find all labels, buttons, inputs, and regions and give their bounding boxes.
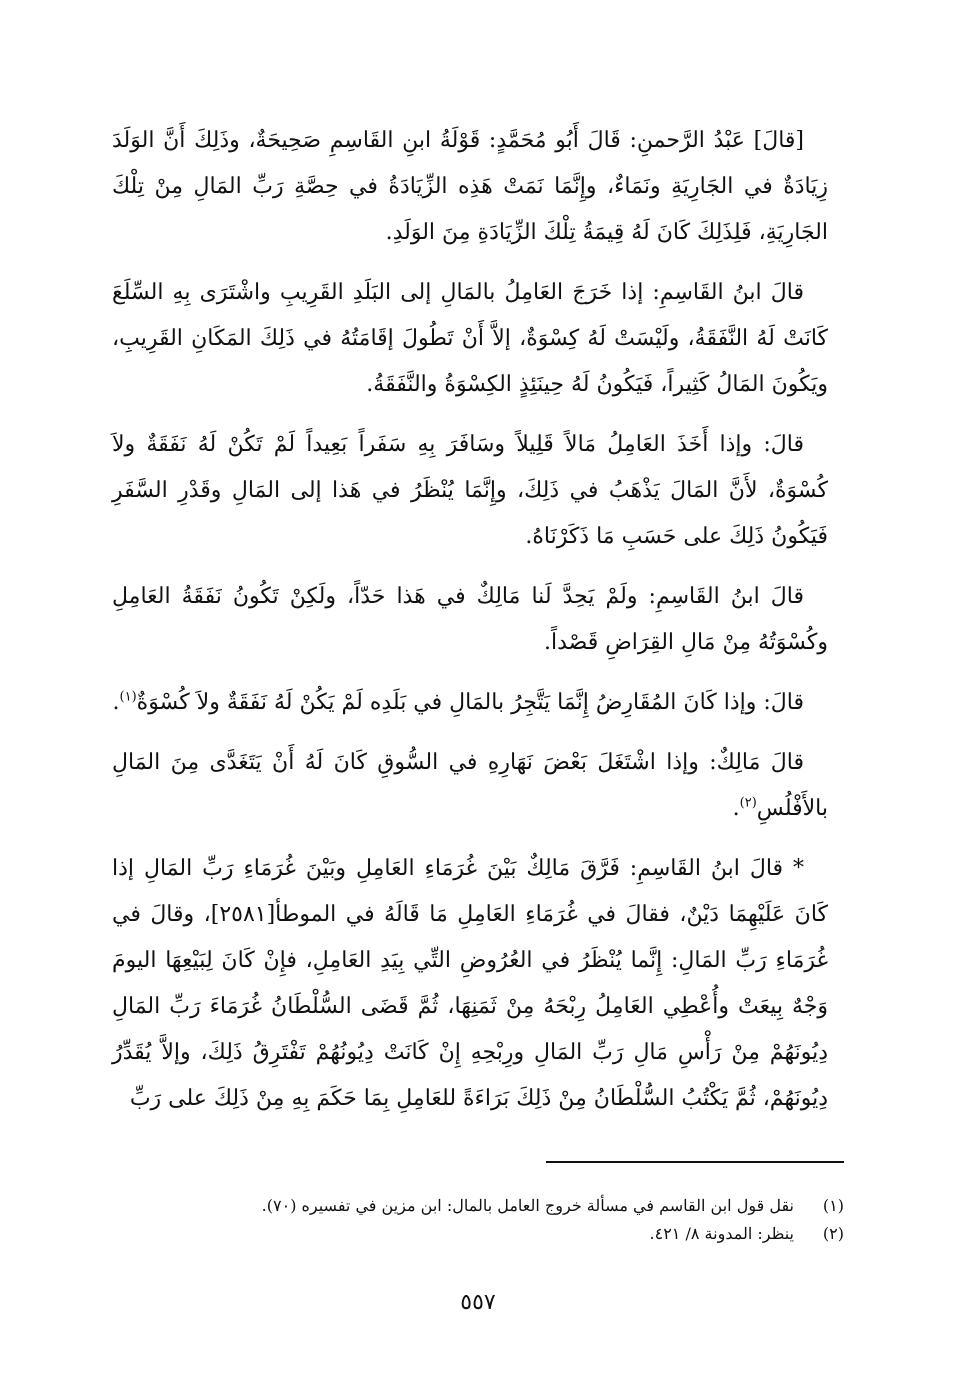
main-text [112,118,828,1136]
paragraph-2 [112,270,828,408]
paragraph-text: قالَ ابنُ القَاسِمِ: ولَمْ يَحِدَّ لَنا مَالِكٌ في هَذا حَدّاً، ولَكِنْ تَكُونُ نَفَقَةُ العَامِلِ وكُسْوَتُهُ مِنْ مَالِ القِرَاضِ قَصْداً. [112,584,828,655]
paragraph-1 [112,118,828,256]
footnote-1 [112,1192,844,1220]
paragraph-3 [112,422,828,560]
paragraph-5 [112,680,828,726]
footnote-2 [112,1220,844,1248]
page-number: ٥٥٧ [460,1290,496,1315]
footnote-text: ينظر: المدونة ٨/ ٤٢١. [649,1224,794,1243]
footnote-number: (٢) [822,1224,844,1243]
footnote-divider [546,1161,844,1163]
paragraph-tail: . [112,690,120,715]
footnote-marker[interactable]: (٢) [739,795,757,811]
paragraph-text: قالَ مَالِكٌ: وإذا اشْتَغَلَ بَعْضَ نَهَارِهِ في السُّوقِ كَانَ لَهُ أَنْ يَتَغَدَّى مِنَ المَالِ بالأَفْلُسِ [112,750,828,821]
paragraph-text: قالَ: وإذا أَخَذَ العَامِلُ مَالاً قَلِيلاً وسَافَرَ بِهِ سَفَراً بَعِيداً لَمْ تَكُنْ لَهُ نَفَقَةٌ ولاَ كُسْوَةٌ، لأَنَّ المَالَ يَذْهَبُ في ذَلِكَ، وإِنَّمَا يُنْظَرُ في هَذا إلى المَالِ وقَدْرِ السَّفَرِ فَيَكُونُ ذَلِكَ على حَسَبِ مَا ذَكَرْنَاهُ. [112,432,828,549]
paragraph-text: [قالَ] عَبْدُ الرَّحمنِ: قَالَ أَبُو مُحَمَّدٍ: قَوْلَةُ ابنِ القَاسِمِ صَحِيحَةٌ، وذَلِكَ أَنَّ الوَلَدَ زِيَادَةٌ في الجَارِيَةِ ونَمَاءٌ، وإِنَّمَا نَمَتْ هَذِه الزِّيَادَةُ في حِصَّةِ رَبِّ المَالِ مِنْ تِلْكَ الجَارِيَةِ، فَلِذَلِكَ كَانَ لَهُ قِيمَةُ تِلْكَ الزِّيَادَةِ مِنَ الوَلَدِ. [112,128,828,245]
paragraph-4 [112,574,828,666]
paragraph-6 [112,740,828,832]
paragraph-text: قالَ ابنُ القَاسِمِ: إذا خَرَجَ العَامِلُ بالمَالِ إلى البَلَدِ القَرِيبِ واشْتَرَى بِهِ السِّلَعَ كَانَتْ لَهُ النَّفَقَةُ، ولَيْسَتْ لَهُ كِسْوَةٌ، إلاَّ أَنْ تَطُولَ إقَامَتُهُ في ذَلِكَ المَكَانِ القَرِيبِ، ويَكُونَ المَالُ كَثِيراً، فَيَكُونُ لَهُ حِينَئِذٍ الكِسْوَةُ والنَّفَقَةُ. [112,280,829,397]
footnote-number: (١) [822,1196,844,1215]
footnote-marker[interactable]: (١) [119,689,137,705]
paragraph-text: قالَ: وإذا كَانَ المُقَارِضُ إِنَّمَا يَتَّجِرُ بالمَالِ في بَلَدِه لَمْ يَكُنْ لَهُ نَفَقَةٌ ولاَ كُسْوَةٌ [136,690,804,715]
footnotes [112,1192,844,1248]
paragraph-text: * قالَ ابنُ القَاسِمِ: فَرَّقَ مَالِكٌ بَيْنَ غُرَمَاءِ العَامِلِ وبَيْنَ غُرَمَاءِ رَبِّ المَالِ إذا كَانَ عَلَيْهِمَا دَيْنٌ، فقالَ في غُرَمَاءِ العَامِلِ مَا قَالَهُ في الموطأ[٢٥٨١]، وقالَ في غُرَمَاءِ رَبِّ المَالِ: إِنَّما يُنْظَرُ في العُرُوضِ التِّي بِيَدِ العَامِلِ، فإِنْ كَانَ لِبَيْعِهَا اليومَ وَجْهٌ بِيعَتْ وأُعْطِي العَامِلُ رِبْحَهُ مِنْ ثَمَنِهَا، ثُمَّ قَضَى السُّلْطَانُ غُرَمَاءَ رَبِّ المَالِ دِيُونَهُمْ مِنْ رَأْسِ مَالِ رَبِّ المَالِ ورِبْحِهِ إِنْ كَانَتْ دِيُونُهُمْ تَفْتَرِقُ ذَلِكَ، وإلاَّ يُقَدِّرُ دِيُونَهُمْ، ثُمَّ يَكْتُبُ السُّلْطَانُ مِنْ ذَلِكَ بَرَاءَةً للعَامِلِ بِمَا حَكَمَ بِهِ مِنْ ذَلِكَ على رَبِّ [112,856,828,1111]
footnote-text: نقل قول ابن القاسم في مسألة خروج العامل بالمال: ابن مزين في تفسيره (٧٠). [261,1196,794,1215]
paragraph-tail: . [732,796,740,821]
paragraph-7 [112,846,828,1122]
